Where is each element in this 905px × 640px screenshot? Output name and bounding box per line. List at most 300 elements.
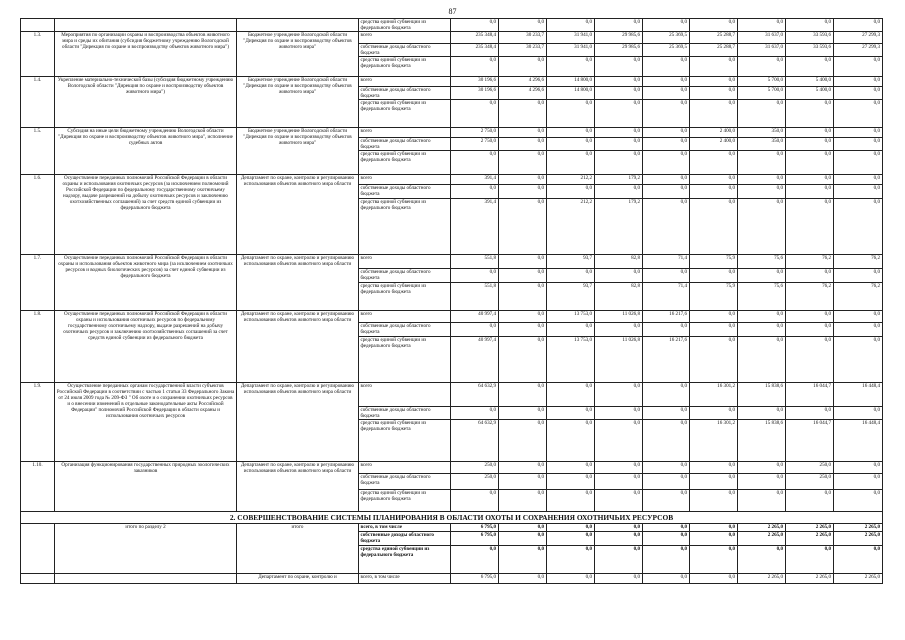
value-cell: 0,0 [643, 383, 690, 407]
responsible-body: Департамент по охране, контролю и регулированию использования объектов животного мира области [237, 462, 359, 512]
value-cell: 16 044,7 [786, 383, 834, 407]
value-cell: 235 348,4 [451, 44, 499, 57]
funding-source: средства единой субвенции из федерального бюджета [359, 57, 451, 77]
value-cell: 391,4 [451, 175, 499, 185]
value-cell: 0,0 [690, 407, 738, 420]
value-cell: 0,0 [595, 574, 643, 584]
budget-table [20, 18, 883, 584]
value-cell: 14 800,0 [547, 87, 595, 100]
value-cell: 0,0 [547, 151, 595, 175]
value-cell: 2 265,0 [786, 574, 834, 584]
value-cell: 0,0 [499, 462, 547, 474]
value-cell: 0,0 [786, 151, 834, 175]
value-cell: 25 288,7 [690, 32, 738, 44]
value-cell: 0,0 [499, 269, 547, 283]
measure-name: Осуществление переданных органам государственной власти субъектов Российской Федерации в соответствии с частью 1 статьи 33 Федерального Закона от 24 июля 2009 года № 209-ФЗ " Об охоте и о сохранении охотничьих ресурсов и о внесении изменений в отдельные законодательные акты Российской Федерации" полномочий Российской Федерации в области охраны и использования охотничьих ресурсов [55, 383, 237, 462]
value-cell: 0,0 [738, 407, 786, 420]
value-cell: 14 800,0 [547, 77, 595, 87]
value-cell: 0,0 [690, 151, 738, 175]
value-cell: 0,0 [547, 185, 595, 199]
value-cell: 212,2 [547, 175, 595, 185]
value-cell: 0,0 [499, 128, 547, 138]
value-cell: 0,0 [643, 490, 690, 512]
value-cell: 0,0 [738, 462, 786, 474]
value-cell: 0,0 [786, 185, 834, 199]
value-cell: 350,0 [738, 138, 786, 151]
measure-name [55, 574, 237, 584]
value-cell: 0,0 [499, 524, 547, 532]
value-cell: 0,0 [451, 185, 499, 199]
value-cell: 30 196,6 [451, 77, 499, 87]
value-cell: 0,0 [738, 546, 786, 574]
value-cell: 6 795,0 [451, 574, 499, 584]
value-cell: 2 265,0 [738, 574, 786, 584]
value-cell: 0,0 [834, 151, 883, 175]
value-cell: 0,0 [547, 532, 595, 546]
value-cell: 0,0 [690, 100, 738, 128]
value-cell: 0,0 [499, 532, 547, 546]
funding-source: средства единой субвенции из федерального бюджета [359, 283, 451, 311]
value-cell: 76,2 [786, 255, 834, 269]
value-cell: 25 369,5 [643, 44, 690, 57]
value-cell: 0,0 [547, 407, 595, 420]
table-row [21, 77, 883, 87]
value-cell: 0,0 [738, 337, 786, 383]
value-cell: 0,0 [738, 323, 786, 337]
value-cell: 0,0 [738, 151, 786, 175]
responsible-body: Бюджетное учреждение Вологодской области "Дирекция по охране и воспроизводству объектов животного мира" [237, 77, 359, 128]
value-cell: 0,0 [834, 199, 883, 255]
value-cell: 0,0 [834, 337, 883, 383]
value-cell: 179,2 [595, 175, 643, 185]
value-cell: 0,0 [834, 323, 883, 337]
value-cell: 0,0 [786, 199, 834, 255]
funding-source: собственные доходы областного бюджета [359, 532, 451, 546]
row-number: 1.5. [21, 128, 55, 175]
value-cell: 16 301,2 [690, 420, 738, 462]
value-cell: 0,0 [499, 138, 547, 151]
row-number: 1.8. [21, 311, 55, 383]
value-cell: 40 997,4 [451, 337, 499, 383]
table-row [21, 462, 883, 474]
value-cell: 0,0 [786, 490, 834, 512]
value-cell: 82,8 [595, 255, 643, 269]
value-cell: 0,0 [499, 255, 547, 269]
value-cell: 0,0 [690, 323, 738, 337]
value-cell: 31 941,0 [547, 44, 595, 57]
value-cell: 64 632,9 [451, 420, 499, 462]
value-cell: 0,0 [643, 199, 690, 255]
value-cell: 76,2 [834, 283, 883, 311]
value-cell: 0,0 [834, 77, 883, 87]
value-cell: 0,0 [834, 462, 883, 474]
value-cell: 30 196,6 [451, 87, 499, 100]
value-cell: 0,0 [595, 420, 643, 462]
value-cell: 0,0 [499, 100, 547, 128]
value-cell: 0,0 [499, 175, 547, 185]
responsible-body: Бюджетное учреждение Вологодской области "Дирекция по охране и воспроизводству объектов животного мира" [237, 128, 359, 175]
value-cell: 0,0 [547, 19, 595, 32]
table-row [21, 255, 883, 269]
value-cell: 0,0 [690, 87, 738, 100]
measure-name: Укрепление материально-технической базы (субсидия бюджетному учреждению Вологодской области "Дирекция по охране и воспроизводству объектов животного мира") [55, 77, 237, 128]
value-cell: 0,0 [643, 462, 690, 474]
value-cell: 0,0 [834, 311, 883, 323]
value-cell: 0,0 [643, 546, 690, 574]
value-cell: 0,0 [499, 323, 547, 337]
funding-source: собственные доходы областного бюджета [359, 269, 451, 283]
funding-source: всего [359, 255, 451, 269]
value-cell: 0,0 [643, 420, 690, 462]
responsible-body: Департамент по охране, контролю и регулированию использования объектов животного мира области [237, 255, 359, 311]
funding-source: средства единой субвенции из федерального бюджета [359, 19, 451, 32]
value-cell: 6 795,0 [451, 532, 499, 546]
value-cell: 0,0 [834, 490, 883, 512]
value-cell: 27 299,3 [834, 32, 883, 44]
value-cell: 2 400,0 [690, 138, 738, 151]
value-cell: 0,0 [643, 532, 690, 546]
value-cell: 2 750,0 [451, 128, 499, 138]
value-cell: 0,0 [595, 19, 643, 32]
value-cell: 0,0 [786, 57, 834, 77]
value-cell: 0,0 [499, 199, 547, 255]
value-cell: 0,0 [451, 269, 499, 283]
value-cell: 76,2 [834, 255, 883, 269]
value-cell: 0,0 [690, 19, 738, 32]
value-cell: 0,0 [834, 19, 883, 32]
value-cell: 0,0 [643, 57, 690, 77]
value-cell: 0,0 [547, 323, 595, 337]
value-cell: 0,0 [595, 138, 643, 151]
table-row [21, 383, 883, 407]
measure-name: Субсидия на иные цели бюджетному учреждению Вологодской области "Дирекция по охране и воспроизводству объектов животного мира", исполнение судебных актов [55, 128, 237, 175]
value-cell: 0,0 [547, 269, 595, 283]
value-cell: 33 593,6 [786, 32, 834, 44]
value-cell: 76,2 [786, 283, 834, 311]
value-cell: 25 288,7 [690, 44, 738, 57]
value-cell: 75,9 [690, 283, 738, 311]
value-cell: 0,0 [643, 87, 690, 100]
value-cell: 0,0 [595, 383, 643, 407]
value-cell: 0,0 [834, 185, 883, 199]
funding-source: всего [359, 128, 451, 138]
row-number: 1.4. [21, 77, 55, 128]
value-cell: 0,0 [786, 19, 834, 32]
value-cell: 0,0 [786, 175, 834, 185]
value-cell: 0,0 [499, 19, 547, 32]
value-cell: 0,0 [786, 100, 834, 128]
value-cell: 0,0 [690, 490, 738, 512]
value-cell: 0,0 [499, 57, 547, 77]
value-cell: 0,0 [643, 138, 690, 151]
value-cell: 0,0 [499, 574, 547, 584]
table-row [21, 32, 883, 44]
value-cell: 0,0 [643, 77, 690, 87]
value-cell: 0,0 [595, 77, 643, 87]
measure-name [55, 19, 237, 32]
value-cell: 0,0 [499, 407, 547, 420]
value-cell: 350,0 [738, 128, 786, 138]
value-cell: 0,0 [738, 474, 786, 490]
value-cell: 0,0 [738, 269, 786, 283]
funding-source: средства единой субвенции из федерального бюджета [359, 490, 451, 512]
funding-source: собственные доходы областного бюджета [359, 87, 451, 100]
section-row [21, 512, 883, 524]
page-number: 87 [448, 7, 457, 16]
funding-source: собственные доходы областного бюджета [359, 138, 451, 151]
value-cell: 0,0 [690, 524, 738, 532]
value-cell: 0,0 [499, 474, 547, 490]
value-cell: 0,0 [595, 490, 643, 512]
value-cell: 15 838,6 [738, 383, 786, 407]
value-cell: 0,0 [451, 490, 499, 512]
value-cell: 0,0 [834, 128, 883, 138]
value-cell: 0,0 [595, 269, 643, 283]
value-cell: 0,0 [690, 337, 738, 383]
table-row [21, 574, 883, 584]
row-number: 1.7. [21, 255, 55, 311]
value-cell: 0,0 [595, 532, 643, 546]
value-cell: 250,0 [786, 462, 834, 474]
value-cell: 0,0 [499, 420, 547, 462]
value-cell: 13 753,0 [547, 311, 595, 323]
value-cell: 0,0 [690, 185, 738, 199]
value-cell: 0,0 [834, 175, 883, 185]
funding-source: средства единой субвенции из федерального бюджета [359, 546, 451, 574]
value-cell: 0,0 [834, 138, 883, 151]
value-cell: 93,7 [547, 283, 595, 311]
value-cell: 0,0 [834, 87, 883, 100]
value-cell: 0,0 [595, 407, 643, 420]
value-cell: 0,0 [451, 151, 499, 175]
funding-source: всего, в том числе [359, 574, 451, 584]
value-cell: 0,0 [690, 311, 738, 323]
value-cell: 0,0 [786, 546, 834, 574]
funding-source: средства единой субвенции из федерального бюджета [359, 199, 451, 255]
value-cell: 0,0 [451, 407, 499, 420]
value-cell: 2 750,0 [451, 138, 499, 151]
value-cell: 0,0 [690, 269, 738, 283]
value-cell: 0,0 [643, 269, 690, 283]
value-cell: 15 838,6 [738, 420, 786, 462]
value-cell: 0,0 [738, 199, 786, 255]
value-cell: 31 941,0 [547, 32, 595, 44]
value-cell: 75,9 [690, 255, 738, 269]
value-cell: 0,0 [690, 57, 738, 77]
value-cell: 2 265,0 [738, 524, 786, 532]
funding-source: всего [359, 383, 451, 407]
row-number [21, 524, 55, 574]
row-number: 1.10. [21, 462, 55, 512]
value-cell: 40 997,4 [451, 311, 499, 323]
table-row [21, 19, 883, 32]
value-cell: 0,0 [834, 100, 883, 128]
value-cell: 16 217,6 [643, 311, 690, 323]
table-row [21, 175, 883, 185]
value-cell: 0,0 [690, 462, 738, 474]
value-cell: 5 400,0 [786, 77, 834, 87]
value-cell: 0,0 [643, 185, 690, 199]
value-cell: 5 400,0 [786, 87, 834, 100]
value-cell: 0,0 [786, 128, 834, 138]
responsible-body: итого [237, 524, 359, 574]
value-cell: 250,0 [451, 474, 499, 490]
funding-source: всего [359, 462, 451, 474]
value-cell: 0,0 [643, 175, 690, 185]
value-cell: 250,0 [786, 474, 834, 490]
value-cell: 0,0 [690, 175, 738, 185]
value-cell: 0,0 [595, 462, 643, 474]
value-cell: 2 265,0 [834, 574, 883, 584]
value-cell: 27 299,3 [834, 44, 883, 57]
measure-name: Осуществление переданных полномочий Российской Федерации в области охраны и использования объектов животного мира (за исключением охотничьих ресурсов и водных биологических ресурсов) за счет единой субвенции из федерального бюджета [55, 255, 237, 311]
value-cell: 13 753,0 [547, 337, 595, 383]
row-number: 1.6. [21, 175, 55, 255]
value-cell: 0,0 [595, 87, 643, 100]
responsible-body: Департамент по охране, контролю и регулированию использования объектов животного мира области [237, 383, 359, 462]
value-cell: 0,0 [738, 185, 786, 199]
table-row [21, 524, 883, 532]
value-cell: 0,0 [834, 269, 883, 283]
value-cell: 0,0 [690, 77, 738, 87]
value-cell: 2 265,0 [786, 532, 834, 546]
value-cell: 0,0 [834, 407, 883, 420]
value-cell: 93,7 [547, 255, 595, 269]
value-cell: 0,0 [834, 57, 883, 77]
row-number [21, 19, 55, 32]
table-row [21, 311, 883, 323]
value-cell: 16 217,6 [643, 337, 690, 383]
funding-source: собственные доходы областного бюджета [359, 474, 451, 490]
row-number: 1.9. [21, 383, 55, 462]
value-cell: 0,0 [786, 407, 834, 420]
value-cell: 0,0 [451, 19, 499, 32]
value-cell: 0,0 [547, 474, 595, 490]
value-cell: 2 400,0 [690, 128, 738, 138]
value-cell: 0,0 [499, 383, 547, 407]
value-cell: 212,2 [547, 199, 595, 255]
value-cell: 31 637,0 [738, 32, 786, 44]
value-cell: 0,0 [499, 185, 547, 199]
value-cell: 0,0 [643, 524, 690, 532]
value-cell: 0,0 [595, 57, 643, 77]
value-cell: 0,0 [834, 546, 883, 574]
funding-source: собственные доходы областного бюджета [359, 185, 451, 199]
funding-source: всего [359, 311, 451, 323]
value-cell: 0,0 [499, 490, 547, 512]
value-cell: 0,0 [547, 462, 595, 474]
value-cell: 29 985,6 [595, 44, 643, 57]
value-cell: 0,0 [499, 151, 547, 175]
value-cell: 0,0 [595, 323, 643, 337]
responsible-body: Департамент по охране, контролю и [237, 574, 359, 584]
value-cell: 0,0 [451, 323, 499, 337]
value-cell: 5 700,0 [738, 77, 786, 87]
value-cell: 0,0 [547, 128, 595, 138]
value-cell: 391,4 [451, 199, 499, 255]
value-cell: 0,0 [595, 524, 643, 532]
funding-source: средства единой субвенции из федерального бюджета [359, 337, 451, 383]
value-cell: 82,8 [595, 283, 643, 311]
value-cell: 0,0 [595, 185, 643, 199]
value-cell: 0,0 [786, 138, 834, 151]
value-cell: 0,0 [547, 383, 595, 407]
measure-name: Организация функционирования государственных природных зоологических заказников [55, 462, 237, 512]
value-cell: 0,0 [499, 283, 547, 311]
value-cell: 179,2 [595, 199, 643, 255]
value-cell: 0,0 [738, 57, 786, 77]
value-cell: 0,0 [595, 128, 643, 138]
value-cell: 235 348,4 [451, 32, 499, 44]
value-cell: 11 026,8 [595, 311, 643, 323]
value-cell: 0,0 [595, 474, 643, 490]
funding-source: всего [359, 32, 451, 44]
value-cell: 30 233,7 [499, 32, 547, 44]
value-cell: 0,0 [643, 474, 690, 490]
value-cell: 0,0 [834, 474, 883, 490]
value-cell: 0,0 [595, 100, 643, 128]
value-cell: 250,0 [451, 462, 499, 474]
value-cell: 0,0 [595, 546, 643, 574]
value-cell: 0,0 [499, 337, 547, 383]
value-cell: 0,0 [690, 574, 738, 584]
value-cell: 0,0 [547, 490, 595, 512]
value-cell: 2 265,0 [834, 524, 883, 532]
value-cell: 0,0 [738, 19, 786, 32]
value-cell: 25 369,5 [643, 32, 690, 44]
responsible-body [237, 19, 359, 32]
measure-name: Мероприятия по организации охраны и воспроизводства объектов животного мира и среды их обитания (субсидия бюджетному учреждению Вологодской области "Дирекция по охране и воспроизводству объектов животного мира") [55, 32, 237, 77]
value-cell: 0,0 [690, 199, 738, 255]
table-row [21, 128, 883, 138]
value-cell: 0,0 [690, 546, 738, 574]
value-cell: 71,4 [643, 255, 690, 269]
value-cell: 0,0 [643, 128, 690, 138]
funding-source: средства единой субвенции из федерального бюджета [359, 420, 451, 462]
section-title: 2. СОВЕРШЕНСТВОВАНИЕ СИСТЕМЫ ПЛАНИРОВАНИЯ В ОБЛАСТИ ОХОТЫ И СОХРАНЕНИЯ ОХОТНИЧЬИХ РЕСУРСОВ [21, 512, 883, 524]
value-cell: 0,0 [786, 311, 834, 323]
value-cell: 551,8 [451, 283, 499, 311]
value-cell: 0,0 [643, 323, 690, 337]
value-cell: 0,0 [547, 57, 595, 77]
value-cell: 0,0 [738, 311, 786, 323]
funding-source: средства единой субвенции из федерального бюджета [359, 100, 451, 128]
responsible-body: Департамент по охране, контролю и регулированию использования объектов животного мира области [237, 175, 359, 255]
value-cell: 33 593,6 [786, 44, 834, 57]
value-cell: 0,0 [643, 574, 690, 584]
value-cell: 0,0 [451, 546, 499, 574]
section-total-label: итого по разделу 2 [55, 524, 237, 574]
value-cell: 0,0 [738, 490, 786, 512]
value-cell: 0,0 [547, 546, 595, 574]
value-cell: 0,0 [690, 532, 738, 546]
value-cell: 29 985,6 [595, 32, 643, 44]
value-cell: 16 448,4 [834, 420, 883, 462]
value-cell: 16 044,7 [786, 420, 834, 462]
value-cell: 0,0 [786, 269, 834, 283]
value-cell: 75,6 [738, 283, 786, 311]
value-cell: 0,0 [547, 420, 595, 462]
value-cell: 16 301,2 [690, 383, 738, 407]
value-cell: 0,0 [786, 323, 834, 337]
value-cell: 30 233,7 [499, 44, 547, 57]
value-cell: 0,0 [499, 546, 547, 574]
value-cell: 2 265,0 [834, 532, 883, 546]
value-cell: 6 795,0 [451, 524, 499, 532]
value-cell: 4 296,6 [499, 87, 547, 100]
value-cell: 2 265,0 [738, 532, 786, 546]
value-cell: 0,0 [499, 311, 547, 323]
